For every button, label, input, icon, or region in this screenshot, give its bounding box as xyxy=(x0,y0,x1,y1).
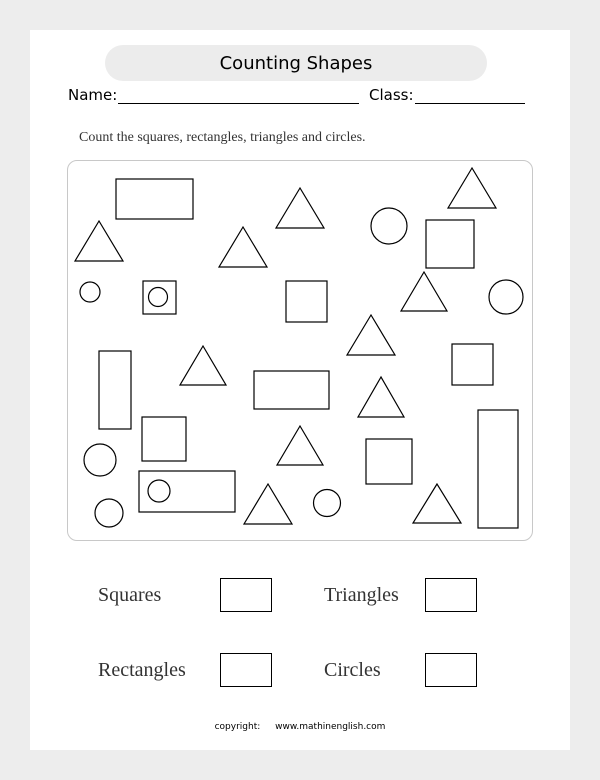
triangle-shape xyxy=(347,315,395,355)
triangle-shape xyxy=(219,227,267,267)
circle-shape xyxy=(489,280,523,314)
triangle-shape xyxy=(413,484,461,523)
rectangles-answer-box[interactable] xyxy=(220,653,272,687)
triangle-shape xyxy=(180,346,226,385)
square-shape xyxy=(142,417,186,461)
copyright-label: copyright: xyxy=(214,722,261,732)
triangles-answer-box[interactable] xyxy=(425,578,477,612)
triangles-label: Triangles xyxy=(324,584,399,606)
triangle-shape xyxy=(276,188,324,228)
square-shape xyxy=(366,439,412,484)
rectangle-shape xyxy=(99,351,131,429)
class-label: Class: xyxy=(369,86,414,104)
triangle-shape xyxy=(401,272,447,311)
circle-shape xyxy=(84,444,116,476)
triangle-shape xyxy=(448,168,496,208)
triangle-shape xyxy=(75,221,123,261)
circle-shape xyxy=(371,208,407,244)
squares-label: Squares xyxy=(98,584,162,606)
square-shape xyxy=(426,220,474,268)
triangle-shape xyxy=(277,426,323,465)
triangle-shape xyxy=(358,377,404,417)
squares-answer-box[interactable] xyxy=(220,578,272,612)
rectangle-shape xyxy=(254,371,329,409)
rectangle-shape xyxy=(139,471,235,512)
circle-shape xyxy=(149,288,168,307)
rectangle-shape xyxy=(116,179,193,219)
name-label: Name: xyxy=(68,86,118,104)
rectangle-shape xyxy=(478,410,518,528)
instruction-text: Count the squares, rectangles, triangles and circles. xyxy=(79,130,366,145)
circle-shape xyxy=(148,480,170,502)
circles-label: Circles xyxy=(324,659,381,681)
circle-shape xyxy=(80,282,100,302)
square-shape xyxy=(452,344,493,385)
triangle-shape xyxy=(244,484,292,524)
circle-shape xyxy=(314,490,341,517)
footer xyxy=(0,722,600,732)
title-text: Counting Shapes xyxy=(219,52,373,74)
square-shape xyxy=(286,281,327,322)
circle-shape xyxy=(95,499,123,527)
rectangles-label: Rectangles xyxy=(98,659,186,681)
website-link[interactable]: www.mathinenglish.com xyxy=(275,722,386,732)
circles-answer-box[interactable] xyxy=(425,653,477,687)
